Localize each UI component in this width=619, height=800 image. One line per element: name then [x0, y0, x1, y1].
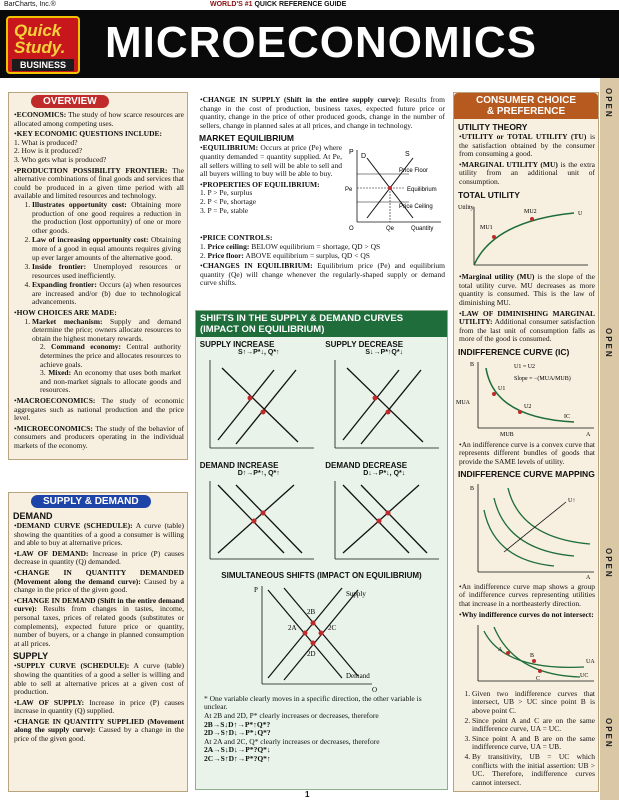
eq0-point	[247, 396, 252, 401]
guide-tag	[210, 1, 346, 8]
equilibrium-label: Equilibrium	[407, 187, 437, 194]
supply-increase-chart	[200, 356, 318, 456]
d1-line	[343, 485, 409, 553]
note-line: At 2A and 2C, Q* clearly increases or decreases, therefore	[204, 736, 380, 746]
d-label: D	[361, 153, 367, 161]
demand-item: •LAW OF DEMAND: Increase in price (P) causes decrease in quantity (Q) demanded.	[14, 548, 185, 567]
point-b	[532, 659, 536, 663]
guide-tag-1: WORLD'S #1	[210, 1, 253, 8]
ic-label: IC	[564, 413, 570, 420]
demand-decrease-block	[325, 461, 443, 570]
ic-heading: INDIFFERENCE CURVE (IC)	[458, 346, 570, 357]
open-sidebar	[600, 78, 619, 800]
mu-item: •LAW OF DIMINISHING MARGINAL UTILITY: Additional consumer satisfaction from the last unit of consumption falls as more of the good is consumed.	[459, 308, 595, 344]
eq1-point	[260, 510, 265, 515]
ppf: •PRODUCTION POSSIBILITY FRONTIER: The alternative combinations of final goods and services that could be produced in a given time period with all available and limited resources and technology. 1. Illustrates opportunity cost: Obtaining more production of one good requires a reduction in the production (lost opportunity) of one or more other goods. 2. Law of increasing opportunity cost: Obtaining more of a good in equal amounts requires giving up ever larger amounts of the alternative good. 3. Inside frontier: Unemployed resources or resources used inefficiently. 4. Expanding frontier: Occurs (a) when resources are increased and/or (b) due to technological advancements.	[14, 167, 184, 308]
why-item: 4. By transitivity, UB = UC which conflicts with the initial assertion: UB > UC. Therefore, indifference curves cannot intersect.	[472, 753, 595, 787]
why-b-label: B	[530, 653, 535, 660]
simultaneous-title: SIMULTANEOUS SHIFTS (IMPACT ON EQUILIBRIUM)	[221, 571, 422, 581]
demand-item: •DEMAND CURVE (SCHEDULE): A curve (table) showing the quantities of a good a consumer is willing and able to buy at alternative prices.	[14, 521, 185, 548]
macro-def: •MACROECONOMICS: The study of economic aggregates such as national production and the price level.	[14, 396, 184, 423]
simultaneous-chart	[196, 580, 448, 692]
shifts-panel	[195, 310, 448, 790]
price-floor-label: Price Floor	[399, 168, 429, 175]
d1-line	[236, 485, 302, 553]
demand-increase-block	[200, 461, 318, 570]
supply-increase-eq: S↑→P*↓, Q*↑	[237, 349, 280, 356]
price-controls: •PRICE CONTROLS: 1. Price ceiling: BELOW equilibrium = shortage, QD > QS 2. Price floor: ABOVE equilibrium = surplus, QD < QS	[200, 233, 381, 260]
supply-decrease-eq: S↓→P*↑Q*↓	[365, 349, 404, 356]
sim-p-label: P	[254, 586, 258, 595]
ut-item: •UTILITY or TOTAL UTILITY (TU) is the satisfaction obtained by the consumer from consuming a good.	[459, 132, 596, 159]
mu1-label: MU1	[480, 224, 493, 231]
market-equilibrium-panel	[195, 96, 448, 301]
s0-line	[218, 370, 274, 440]
total-utility-heading: TOTAL UTILITY	[458, 189, 520, 200]
key-questions: •KEY ECONOMIC QUESTIONS INCLUDE: 1. What is produced? 2. How is it produced? 3. Who gets what is produced?	[14, 129, 163, 164]
logo-line-3: BUSINESS	[12, 59, 74, 71]
sim-2c-label: 2C	[328, 624, 337, 633]
note: * One variable clearly moves in a specific direction, the other variable is unclear.	[204, 693, 422, 712]
point-a	[506, 651, 510, 655]
equilibrium-point	[388, 186, 392, 190]
consumer-choice-panel	[453, 92, 599, 792]
demand-decrease-chart	[325, 477, 443, 567]
note-line: 2C→S↑D↑→P*?Q*↑	[204, 753, 271, 763]
sim-supply-label: Supply	[346, 590, 366, 599]
u1-point	[492, 392, 496, 396]
sim-2d-label: 2D	[307, 650, 316, 659]
why-uc-label: UC	[580, 673, 589, 680]
eq0-point	[386, 410, 391, 415]
d0-line	[218, 485, 284, 553]
consumer-header-1: CONSUMER CHOICE	[475, 95, 576, 106]
simultaneous-notes	[196, 695, 447, 764]
ic-text: •An indifference curve is a convex curve that represents different bundles of goods that provide the SAME levels of utility.	[459, 439, 595, 466]
equilibrium-chart	[345, 144, 445, 234]
ic-a-label: A	[586, 431, 591, 438]
total-utility-chart	[454, 201, 599, 271]
open-label-4: OPEN	[604, 718, 613, 749]
why-c-label: C	[536, 676, 541, 683]
open-label-3: OPEN	[604, 548, 613, 579]
sim-2a-label: 2A	[288, 624, 297, 633]
s1-line	[343, 370, 399, 440]
map-text: •An indifference curve map shows a group of indifference curves representing utilities that increase in a northeasterly direction.	[459, 581, 595, 609]
why-a-label: A	[498, 647, 503, 654]
why-ua-label: UA	[586, 659, 595, 666]
utility-theory-heading: UTILITY THEORY	[458, 122, 528, 132]
header	[0, 10, 619, 78]
utility-label: Utility	[458, 204, 474, 211]
supply-demand-header: SUPPLY & DEMAND	[31, 495, 151, 508]
overview-header: OVERVIEW	[31, 95, 109, 108]
supply-increase-title: SUPPLY INCREASE	[199, 340, 275, 349]
eq0-point	[386, 510, 391, 515]
guide-tag-2: QUICK REFERENCE GUIDE	[254, 1, 347, 8]
micro-def: •MICROECONOMICS: The study of the behavior of consumers and producers operating in the individual markets of the economy.	[14, 423, 184, 450]
eq-properties: •PROPERTIES OF EQUILIBRIUM: 1. P > Pe, surplus 2. P < Pe, shortage 3. P = Pe, stable	[200, 179, 320, 215]
d0-line	[361, 485, 427, 553]
economics-def: •ECONOMICS: The study of how scarce resources are allocated among competing uses.	[14, 110, 184, 128]
mu2-label: MU2	[524, 208, 537, 215]
mua-label: MUA	[456, 399, 471, 406]
map-b-label: B	[470, 486, 475, 493]
ut-item: •MARGINAL UTILITY (MU) is the extra utility from an additional unit of consumption.	[459, 159, 596, 186]
open-label-2: OPEN	[604, 328, 613, 359]
logo-line-1: Quick	[14, 21, 62, 40]
demand-increase-eq: D↑→P*↑, Q*↑	[237, 469, 280, 477]
how-choices: •HOW CHOICES ARE MADE: 1. Market mechanism: Supply and demand determine the price; owners allocate resources to obtain the highest monetary rewards. 2. Command economy: Central authority determines the price and allocates resources to achieve goals. 3. Mixed: An economy that uses both market and non-market signals to allocate goods and resources.	[14, 309, 184, 395]
change-in-supply: •CHANGE IN SUPPLY (Shift in the entire supply curve): Results from change in the cost of production, business taxes, expected future price or quantity, change in the price of other produced goods, change in the number of sellers, change in planned sales at all prices, and change in technology.	[200, 96, 445, 130]
ic-map-chart	[454, 480, 599, 580]
publisher: BarCharts, Inc.®	[4, 1, 56, 8]
market-eq-heading: MARKET EQUILIBRIUM	[199, 133, 294, 144]
why-heading: •Why indifference curves do not intersect:	[459, 609, 594, 619]
why-item: 2. Since point A and C are on the same indifference curve, UA = UC.	[472, 717, 595, 734]
supply-item: •LAW OF SUPPLY: Increase in price (P) causes increase in quantity (Q) supplied.	[14, 697, 184, 716]
consumer-header-2: & PREFERENCE	[486, 106, 566, 117]
u2-label: U2	[524, 403, 532, 410]
logo-line-2: Study.	[14, 38, 66, 57]
utility-arrow	[504, 502, 566, 552]
sim-2b-label: 2B	[307, 608, 316, 617]
demand-decrease-title: DEMAND DECREASE	[325, 460, 408, 470]
indifference-curve-chart	[454, 358, 599, 438]
open-label-1: OPEN	[604, 88, 613, 119]
mub-label: MUB	[500, 431, 514, 438]
u1-label: U1	[498, 385, 506, 392]
quickstudy-logo	[6, 16, 80, 74]
why-item: 1. Given two indifference curves that intersect, UB > UC since point B is above point C.	[472, 690, 595, 716]
demand-item: •CHANGE IN QUANTITY DEMANDED (Movement along the demand curve): Caused by a change in the price of the given good.	[14, 567, 184, 595]
mu-item: •Marginal utility (MU) is the slope of the total utility curve. MU decreases as more quantity is consumed. This is the law of diminishing MU.	[459, 272, 596, 307]
consumer-header	[454, 93, 598, 119]
s0-line	[218, 485, 294, 553]
no-intersect-chart	[454, 621, 599, 687]
equilibrium-def: •EQUILIBRIUM: Occurs at price (Pe) where quantity demanded = quantity supplied. At Pe, all sellers willing to sell will be able to sell and all buyers willing to buy will be able to buy.	[200, 143, 342, 179]
quantity-label: Quantity	[411, 226, 434, 233]
mu2-point	[530, 217, 534, 221]
demand-increase-chart	[200, 477, 318, 567]
sim-point-c	[319, 631, 324, 636]
map-heading: INDIFFERENCE CURVE MAPPING	[458, 469, 595, 480]
eq0-point	[251, 518, 256, 523]
supply-decrease-block	[325, 340, 443, 459]
s-label: S	[405, 151, 410, 159]
d0-line	[347, 368, 423, 442]
supply-demand-panel	[8, 492, 188, 792]
overview-panel	[8, 92, 188, 460]
mu1-point	[492, 235, 496, 239]
page-number: 1	[305, 790, 310, 799]
price-ceiling-label: Price Ceiling	[399, 204, 433, 211]
supply-decrease-title: SUPPLY DECREASE	[325, 340, 404, 349]
why-item: 3. Since point A and B are on the same indifference curve, UA = UB.	[472, 735, 595, 752]
u2-point	[518, 410, 522, 414]
sim-point-a	[303, 631, 308, 636]
eq1-point	[377, 518, 382, 523]
s0-line	[343, 485, 419, 553]
demand-increase-title: DEMAND INCREASE	[199, 460, 279, 470]
sim-q-label: Q	[372, 686, 378, 693]
total-utility-curve	[474, 213, 574, 265]
ic-b-label: B	[470, 361, 475, 368]
map-u-label: U↑	[568, 498, 576, 505]
p-label: P	[349, 149, 354, 157]
u-label: U	[578, 210, 583, 217]
shifts-header: SHIFTS IN THE SUPPLY & DEMAND CURVES (IMPACT ON EQUILIBRIUM)	[196, 311, 447, 337]
note-line: 2B→S↓D↑→P*↑Q*?	[204, 719, 271, 729]
ic-slope-label: Slope = −(MUA/MUB)	[514, 375, 571, 382]
supply-item: •CHANGE IN QUANTITY SUPPLIED (Movement along the supply curve): Caused by a change in the price of the given good.	[14, 716, 185, 744]
note-line: 2A→S↓D↓→P*?Q*↓	[204, 745, 271, 755]
page-title: MICROECONOMICS	[105, 18, 537, 67]
demand-heading: DEMAND	[13, 511, 53, 521]
ic-eq-label: U1 = U2	[514, 363, 536, 370]
note-line: 2D→S↑D↓→P*↓Q*?	[204, 728, 271, 738]
sim-point-b	[311, 621, 316, 626]
changes-in-equilibrium: •CHANGES IN EQUILIBRIUM: Equilibrium price (Pe) and equilibrium quantity (Qe) will change whenever the regularly-shaped supply or demand curve shifts.	[200, 261, 445, 288]
o-label: O	[349, 226, 354, 233]
eq1-point	[260, 410, 265, 415]
demand-item: •CHANGE IN DEMAND (Shift in the entire demand curve): Results from changes in tastes, income, personal taxes, prices of related goods (substitutes or complements), expected future price or quantity, number of buyers, or a change in planned consumption at all prices.	[14, 595, 184, 648]
sim-point-d	[311, 641, 316, 646]
top-bar	[0, 0, 619, 10]
map-a-label: A	[586, 575, 591, 581]
sim-demand-label: Demand	[346, 672, 370, 681]
eq1-point	[373, 396, 378, 401]
qe-label: Qe	[386, 226, 395, 233]
supply-item: •SUPPLY CURVE (SCHEDULE): A curve (table) showing the quantities of a good a seller is willing and able to sell at alternative prices at a given cost of production.	[14, 661, 185, 697]
d0-line	[222, 368, 298, 442]
demand-decrease-eq: D↓→P*↓, Q*↓	[363, 469, 406, 477]
point-c	[538, 669, 542, 673]
supply-increase-block	[200, 340, 318, 459]
pe-label: Pe	[345, 187, 353, 194]
note-line: At 2B and 2D, P* clearly increases or decreases, therefore	[204, 710, 379, 720]
supply-decrease-chart	[325, 356, 443, 456]
supply-heading: SUPPLY	[13, 651, 49, 662]
